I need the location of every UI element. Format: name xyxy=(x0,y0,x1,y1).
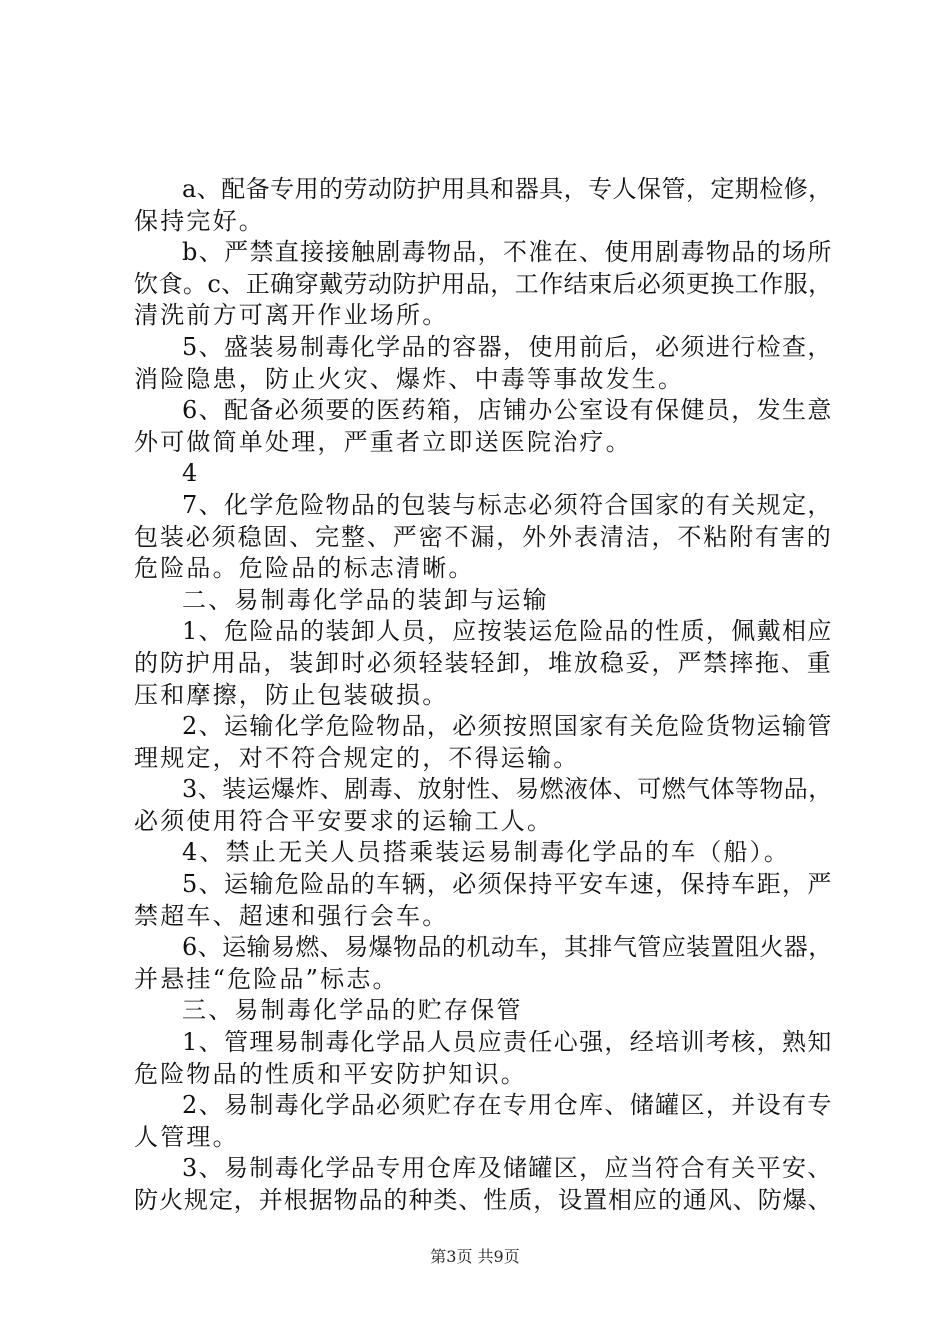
text-line: 3、易制毒化学品专用仓库及储罐区，应当符合有关平安、 xyxy=(182,1154,833,1183)
text-line: 防火规定，并根据物品的种类、性质，设置相应的通风、防爆、 xyxy=(134,1186,833,1214)
text-line: b、严禁直接接触剧毒物品，不准在、使用剧毒物品的场所 xyxy=(182,238,833,267)
text-line: 1、管理易制毒化学品人员应责任心强，经培训考核，熟知 xyxy=(182,1028,833,1057)
text-line: 危险品。危险品的标志清晰。 xyxy=(134,554,475,583)
text-line: 6、配备必须要的医药箱，店铺办公室设有保健员，发生意 xyxy=(182,396,833,425)
text-line: 2、运输化学危险物品，必须按照国家有关危险货物运输管 xyxy=(182,712,833,741)
text-line: 2、易制毒化学品必须贮存在专用仓库、储罐区，并设有专 xyxy=(182,1091,833,1120)
text-line: 三、易制毒化学品的贮存保管 xyxy=(182,996,523,1025)
document-body xyxy=(134,174,834,1217)
text-line: 外可做简单处理，严重者立即送医院治疗。 xyxy=(134,427,632,456)
text-line: 理规定，对不符合规定的，不得运输。 xyxy=(134,743,580,772)
text-line: 7、化学危险物品的包装与标志必须符合国家的有关规定， xyxy=(182,490,833,519)
text-line: 4、禁止无关人员搭乘装运易制毒化学品的车（船）。 xyxy=(182,838,791,867)
text-line: 并悬挂“危险品”标志。 xyxy=(134,964,399,993)
text-line: 包装必须稳固、完整、严密不漏，外外表清洁，不粘附有害的 xyxy=(134,522,833,551)
text-line: a、配备专用的劳动防护用具和器具，专人保管，定期检修， xyxy=(182,175,833,203)
text-line: 清洗前方可离开作业场所。 xyxy=(134,301,449,330)
page-number: 第3页 共9页 xyxy=(430,1247,520,1266)
text-line: 5、盛装易制毒化学品的容器，使用前后，必须进行检查， xyxy=(182,332,833,361)
text-line: 饮食。c、正确穿戴劳动防护用品，工作结束后必须更换工作服， xyxy=(134,269,833,298)
text-line: 人管理。 xyxy=(134,1122,239,1151)
page-footer xyxy=(0,1244,950,1267)
text-line: 的防护用品，装卸时必须轻装轻卸，堆放稳妥，严禁摔拖、重 xyxy=(134,648,833,677)
text-line: 必须使用符合平安要求的运输工人。 xyxy=(134,806,554,835)
text-line: 5、运输危险品的车辆，必须保持平安车速，保持车距，严 xyxy=(182,870,833,899)
text-line: 禁超车、超速和强行会车。 xyxy=(134,901,449,930)
text-line: 保持完好。 xyxy=(134,206,265,235)
text-line: 1、危险品的装卸人员，应按装运危险品的性质，佩戴相应 xyxy=(182,617,833,646)
text-line: 消险隐患，防止火灾、爆炸、中毒等事故发生。 xyxy=(134,364,685,393)
text-line: 4 xyxy=(182,459,200,488)
text-line: 危险物品的性质和平安防护知识。 xyxy=(134,1059,527,1088)
text-line: 6、运输易燃、易爆物品的机动车，其排气管应装置阻火器， xyxy=(182,933,833,962)
text-line: 3、装运爆炸、剧毒、放射性、易燃液体、可燃气体等物品， xyxy=(182,775,833,804)
text-line: 二、易制毒化学品的装卸与运输 xyxy=(182,585,549,614)
text-line: 压和摩擦，防止包装破损。 xyxy=(134,680,449,709)
